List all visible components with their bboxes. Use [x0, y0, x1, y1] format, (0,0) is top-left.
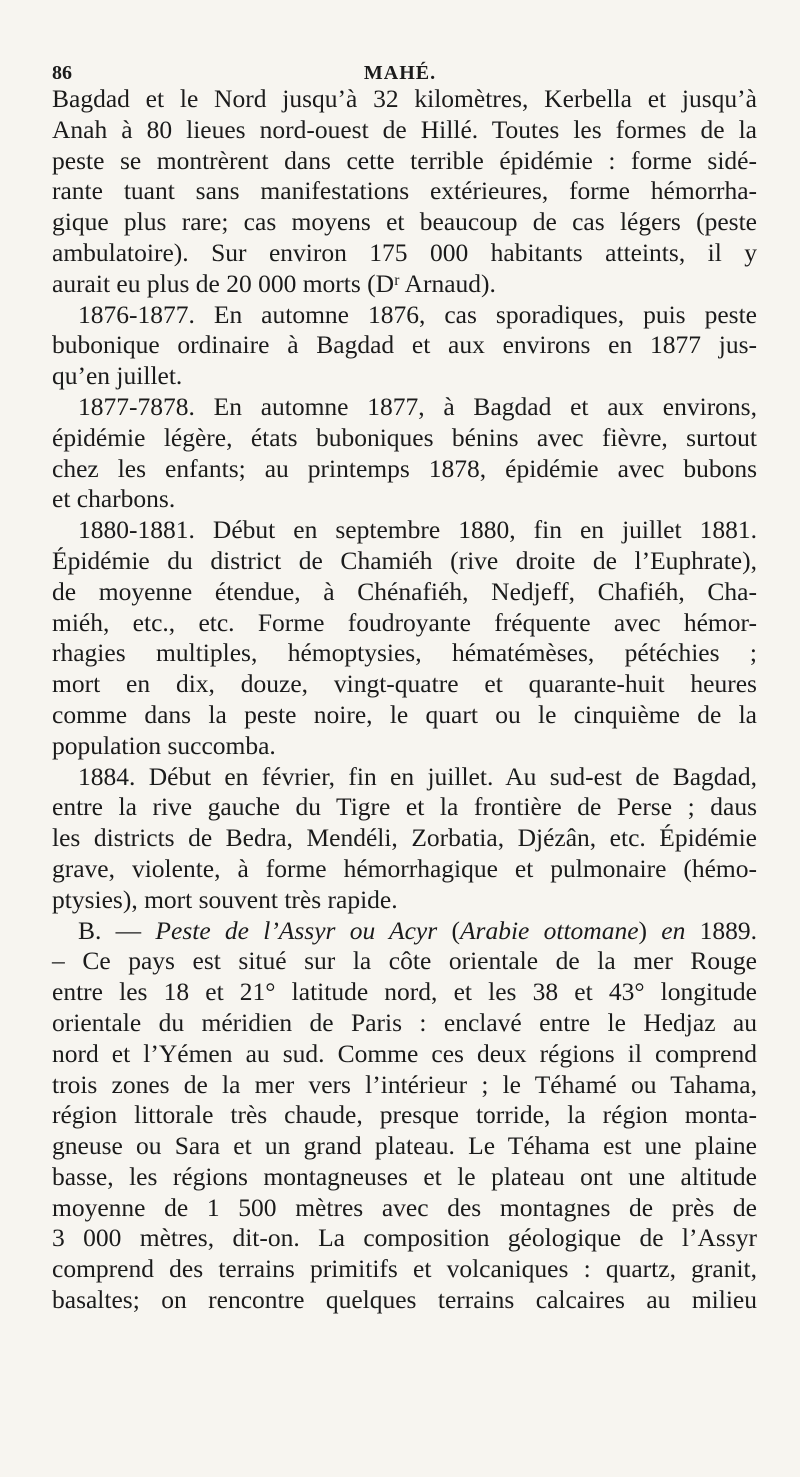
running-title: MAHÉ. — [363, 62, 437, 84]
text-line: 1880-1881. Début en septembre 1880, fin en juillet 1881. — [78, 515, 757, 545]
text-line: Bagdad et le Nord jusqu’à 32 kilomètres, Kerbella et jusqu’à — [52, 84, 757, 113]
text-line — [52, 916, 757, 947]
text-line: nord et l’Yémen au sud. Comme ces deux régions il comprend — [52, 1038, 757, 1068]
text-line: entre la rive gauche du Tigre et la frontière de Perse ; daus — [52, 792, 757, 822]
text-line: basse, les régions montagneuses et le plateau ont une altitude — [52, 1161, 757, 1191]
text-line: comprend des terrains primitifs et volcaniques : quartz, granit, — [52, 1254, 757, 1284]
text-line: qu’en juillet. — [52, 361, 183, 391]
text-span: ) — [638, 915, 662, 945]
text-line: miéh, etc., etc. Forme foudroyante fréquente avec hémor- — [52, 607, 757, 637]
page-number: 86 — [52, 62, 72, 84]
text-line: chez les enfants; au printemps 1878, épidémie avec bubons — [52, 453, 757, 483]
italic-text: en — [661, 915, 686, 945]
text-line: Anah à 80 lieues nord-ouest de Hillé. Toutes les formes de la — [52, 114, 757, 144]
text-line: moyenne de 1 500 mètres avec des montagnes de près de — [52, 1192, 757, 1222]
text-line: grave, violente, à forme hémorrhagique et pulmonaire (hémo- — [52, 853, 757, 883]
text-line: basaltes; on rencontre quelques terrains calcaires au milieu — [52, 1285, 757, 1315]
text-line: et charbons. — [52, 484, 176, 514]
text-line: de moyenne étendue, à Chénafiéh, Nedjeff, Chafiéh, Cha- — [52, 576, 757, 606]
text-line: – Ce pays est situé sur la côte orientale de la mer Rouge — [52, 946, 757, 976]
text-line: 1877-7878. En automne 1877, à Bagdad et aux environs, — [78, 391, 757, 421]
italic-text: Arabie ottomane — [459, 915, 639, 945]
text-line: 1876-1877. En automne 1876, cas sporadiques, puis peste — [78, 299, 757, 329]
text-line: Épidémie du district de Chamiéh (rive droite de l’Euphrate), — [52, 545, 757, 575]
text-line: gneuse ou Sara et un grand plateau. Le Téhama est une plaine — [52, 1131, 757, 1161]
text-span: ( — [437, 915, 460, 945]
text-line: rhagies multiples, hémoptysies, hématémèses, pétéchies ; — [52, 638, 757, 668]
text-line: région littorale très chaude, presque torride, la région monta- — [52, 1100, 757, 1130]
text-line: peste se montrèrent dans cette terrible épidémie : forme sidé- — [52, 145, 757, 175]
body-text — [52, 84, 757, 1316]
text-line: 3 000 mètres, dit-on. La composition géologique de l’Assyr — [52, 1223, 757, 1253]
text-line: comme dans la peste noire, le quart ou le cinquième de la — [52, 699, 757, 729]
text-line: aurait eu plus de 20 000 morts (Dʳ Arnaud). — [52, 268, 496, 298]
text-span: 1889. — [685, 915, 758, 945]
text-line: gique plus rare; cas moyens et beaucoup de cas légers (peste — [52, 207, 757, 237]
text-line: mort en dix, douze, vingt-quatre et quarante-huit heures — [52, 669, 757, 699]
text-line: orientale du méridien de Paris : enclavé entre le Hedjaz au — [52, 1007, 757, 1037]
text-line: rante tuant sans manifestations extérieures, forme hémorrha- — [52, 176, 757, 206]
text-line: ambulatoire). Sur environ 175 000 habitants atteints, il y — [52, 237, 757, 267]
text-line: entre les 18 et 21° latitude nord, et les 38 et 43° longitude — [52, 977, 757, 1007]
italic-text: Peste de l’Assyr ou Acyr — [155, 915, 438, 945]
text-line: les districts de Bedra, Mendéli, Zorbatia, Djézân, etc. Épidémie — [52, 823, 757, 853]
text-line: population succomba. — [52, 730, 276, 760]
text-line: trois zones de la mer vers l’intérieur ; le Téhamé ou Tahama, — [52, 1069, 757, 1099]
text-line: bubonique ordinaire à Bagdad et aux environs en 1877 jus- — [52, 330, 757, 360]
text-line: épidémie légère, états buboniques bénins avec fièvre, surtout — [52, 422, 757, 452]
text-line: ptysies), mort souvent très rapide. — [52, 884, 398, 914]
text-line: 1884. Début en février, fin en juillet. Au sud-est de Bagdad, — [78, 761, 757, 791]
text-span: B. — — [78, 915, 156, 945]
